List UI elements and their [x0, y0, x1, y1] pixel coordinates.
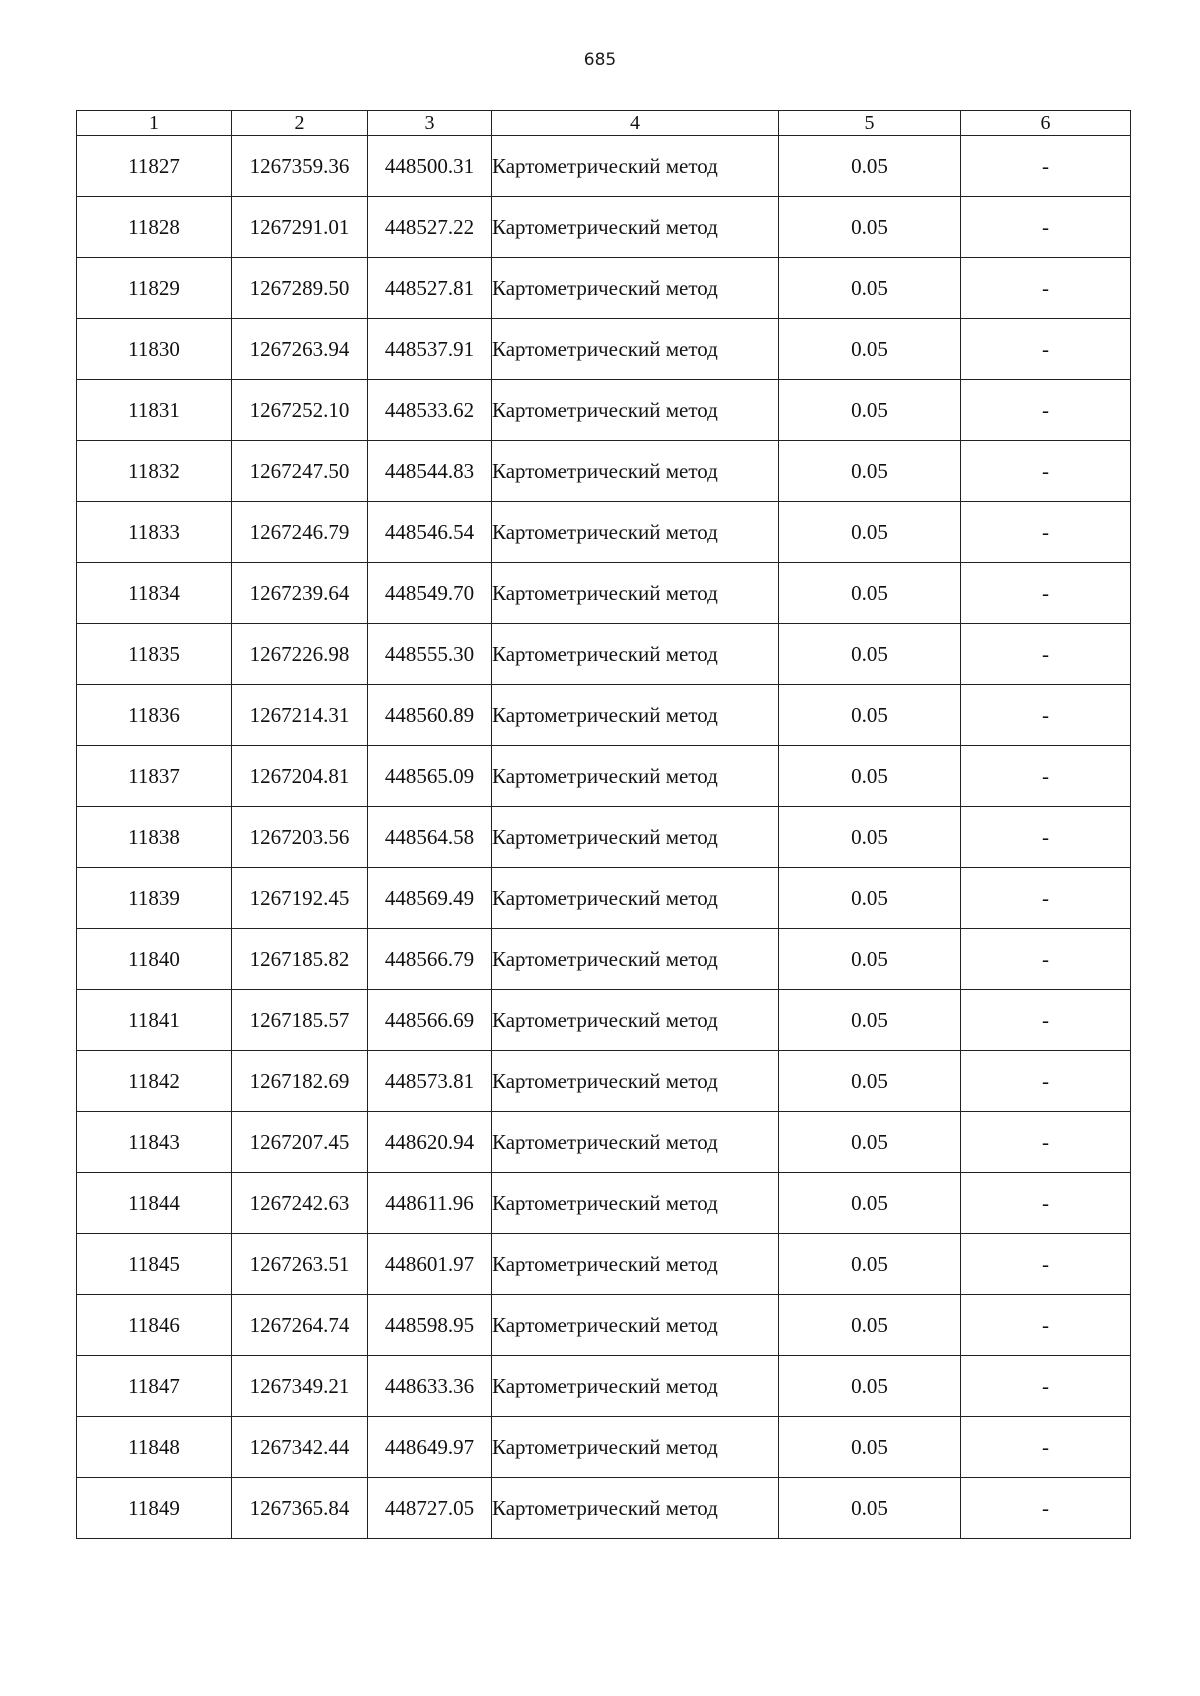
note-cell: -	[961, 319, 1131, 380]
note-cell: -	[961, 1417, 1131, 1478]
point-number-cell: 11839	[77, 868, 232, 929]
table-row	[77, 929, 1131, 990]
page-number: 685	[583, 50, 617, 70]
x-coordinate-cell: 1267342.44	[232, 1417, 368, 1478]
accuracy-cell: 0.05	[779, 1051, 961, 1112]
y-coordinate-cell: 448527.22	[368, 197, 492, 258]
table-row	[77, 746, 1131, 807]
x-coordinate-cell: 1267264.74	[232, 1295, 368, 1356]
accuracy-cell: 0.05	[779, 380, 961, 441]
note-cell: -	[961, 807, 1131, 868]
note-cell: -	[961, 1234, 1131, 1295]
y-coordinate-cell: 448549.70	[368, 563, 492, 624]
method-cell: Картометрический метод	[492, 1417, 779, 1478]
method-cell: Картометрический метод	[492, 929, 779, 990]
x-coordinate-cell: 1267214.31	[232, 685, 368, 746]
method-cell: Картометрический метод	[492, 380, 779, 441]
y-coordinate-cell: 448500.31	[368, 136, 492, 197]
y-coordinate-cell: 448649.97	[368, 1417, 492, 1478]
y-coordinate-cell: 448564.58	[368, 807, 492, 868]
x-coordinate-cell: 1267203.56	[232, 807, 368, 868]
method-cell: Картометрический метод	[492, 685, 779, 746]
table-row	[77, 990, 1131, 1051]
x-coordinate-cell: 1267192.45	[232, 868, 368, 929]
accuracy-cell: 0.05	[779, 929, 961, 990]
point-number-cell: 11831	[77, 380, 232, 441]
method-cell: Картометрический метод	[492, 563, 779, 624]
table-body	[77, 136, 1131, 1539]
method-cell: Картометрический метод	[492, 136, 779, 197]
accuracy-cell: 0.05	[779, 807, 961, 868]
table-row	[77, 624, 1131, 685]
table-row	[77, 380, 1131, 441]
accuracy-cell: 0.05	[779, 1234, 961, 1295]
coordinates-table	[76, 110, 1131, 1539]
note-cell: -	[961, 258, 1131, 319]
y-coordinate-cell: 448633.36	[368, 1356, 492, 1417]
table-row	[77, 807, 1131, 868]
point-number-cell: 11842	[77, 1051, 232, 1112]
point-number-cell: 11847	[77, 1356, 232, 1417]
x-coordinate-cell: 1267349.21	[232, 1356, 368, 1417]
y-coordinate-cell: 448555.30	[368, 624, 492, 685]
point-number-cell: 11849	[77, 1478, 232, 1539]
accuracy-cell: 0.05	[779, 197, 961, 258]
y-coordinate-cell: 448569.49	[368, 868, 492, 929]
method-cell: Картометрический метод	[492, 441, 779, 502]
note-cell: -	[961, 746, 1131, 807]
point-number-cell: 11844	[77, 1173, 232, 1234]
x-coordinate-cell: 1267252.10	[232, 380, 368, 441]
method-cell: Картометрический метод	[492, 1478, 779, 1539]
column-header-1: 1	[77, 111, 232, 136]
accuracy-cell: 0.05	[779, 868, 961, 929]
y-coordinate-cell: 448611.96	[368, 1173, 492, 1234]
x-coordinate-cell: 1267263.94	[232, 319, 368, 380]
x-coordinate-cell: 1267246.79	[232, 502, 368, 563]
accuracy-cell: 0.05	[779, 258, 961, 319]
x-coordinate-cell: 1267289.50	[232, 258, 368, 319]
table-row	[77, 685, 1131, 746]
y-coordinate-cell: 448527.81	[368, 258, 492, 319]
x-coordinate-cell: 1267263.51	[232, 1234, 368, 1295]
x-coordinate-cell: 1267182.69	[232, 1051, 368, 1112]
note-cell: -	[961, 441, 1131, 502]
point-number-cell: 11829	[77, 258, 232, 319]
y-coordinate-cell: 448565.09	[368, 746, 492, 807]
column-header-6: 6	[961, 111, 1131, 136]
column-header-4: 4	[492, 111, 779, 136]
method-cell: Картометрический метод	[492, 197, 779, 258]
x-coordinate-cell: 1267365.84	[232, 1478, 368, 1539]
accuracy-cell: 0.05	[779, 1112, 961, 1173]
note-cell: -	[961, 136, 1131, 197]
x-coordinate-cell: 1267359.36	[232, 136, 368, 197]
x-coordinate-cell: 1267185.82	[232, 929, 368, 990]
method-cell: Картометрический метод	[492, 1173, 779, 1234]
method-cell: Картометрический метод	[492, 1295, 779, 1356]
table-row	[77, 563, 1131, 624]
y-coordinate-cell: 448560.89	[368, 685, 492, 746]
table-row	[77, 319, 1131, 380]
point-number-cell: 11836	[77, 685, 232, 746]
accuracy-cell: 0.05	[779, 319, 961, 380]
column-header-5: 5	[779, 111, 961, 136]
y-coordinate-cell: 448601.97	[368, 1234, 492, 1295]
y-coordinate-cell: 448727.05	[368, 1478, 492, 1539]
column-header-2: 2	[232, 111, 368, 136]
point-number-cell: 11830	[77, 319, 232, 380]
method-cell: Картометрический метод	[492, 1051, 779, 1112]
table-row	[77, 441, 1131, 502]
accuracy-cell: 0.05	[779, 1417, 961, 1478]
accuracy-cell: 0.05	[779, 136, 961, 197]
method-cell: Картометрический метод	[492, 1112, 779, 1173]
point-number-cell: 11843	[77, 1112, 232, 1173]
header-row	[77, 111, 1131, 136]
table-row	[77, 868, 1131, 929]
point-number-cell: 11837	[77, 746, 232, 807]
y-coordinate-cell: 448620.94	[368, 1112, 492, 1173]
note-cell: -	[961, 1478, 1131, 1539]
note-cell: -	[961, 197, 1131, 258]
table-row	[77, 197, 1131, 258]
point-number-cell: 11832	[77, 441, 232, 502]
x-coordinate-cell: 1267207.45	[232, 1112, 368, 1173]
method-cell: Картометрический метод	[492, 1234, 779, 1295]
x-coordinate-cell: 1267239.64	[232, 563, 368, 624]
accuracy-cell: 0.05	[779, 1356, 961, 1417]
x-coordinate-cell: 1267247.50	[232, 441, 368, 502]
point-number-cell: 11828	[77, 197, 232, 258]
table-row	[77, 1234, 1131, 1295]
accuracy-cell: 0.05	[779, 1478, 961, 1539]
method-cell: Картометрический метод	[492, 1356, 779, 1417]
accuracy-cell: 0.05	[779, 502, 961, 563]
x-coordinate-cell: 1267226.98	[232, 624, 368, 685]
note-cell: -	[961, 929, 1131, 990]
x-coordinate-cell: 1267291.01	[232, 197, 368, 258]
y-coordinate-cell: 448546.54	[368, 502, 492, 563]
method-cell: Картометрический метод	[492, 624, 779, 685]
table-row	[77, 1295, 1131, 1356]
table-row	[77, 1051, 1131, 1112]
note-cell: -	[961, 1051, 1131, 1112]
point-number-cell: 11846	[77, 1295, 232, 1356]
accuracy-cell: 0.05	[779, 624, 961, 685]
table-row	[77, 1356, 1131, 1417]
accuracy-cell: 0.05	[779, 746, 961, 807]
note-cell: -	[961, 868, 1131, 929]
y-coordinate-cell: 448544.83	[368, 441, 492, 502]
table-row	[77, 136, 1131, 197]
y-coordinate-cell: 448566.69	[368, 990, 492, 1051]
point-number-cell: 11848	[77, 1417, 232, 1478]
y-coordinate-cell: 448566.79	[368, 929, 492, 990]
x-coordinate-cell: 1267204.81	[232, 746, 368, 807]
method-cell: Картометрический метод	[492, 319, 779, 380]
method-cell: Картометрический метод	[492, 868, 779, 929]
note-cell: -	[961, 563, 1131, 624]
method-cell: Картометрический метод	[492, 807, 779, 868]
note-cell: -	[961, 1356, 1131, 1417]
point-number-cell: 11827	[77, 136, 232, 197]
accuracy-cell: 0.05	[779, 563, 961, 624]
point-number-cell: 11834	[77, 563, 232, 624]
table-row	[77, 258, 1131, 319]
y-coordinate-cell: 448537.91	[368, 319, 492, 380]
method-cell: Картометрический метод	[492, 502, 779, 563]
point-number-cell: 11840	[77, 929, 232, 990]
table-row	[77, 1173, 1131, 1234]
x-coordinate-cell: 1267185.57	[232, 990, 368, 1051]
point-number-cell: 11845	[77, 1234, 232, 1295]
y-coordinate-cell: 448573.81	[368, 1051, 492, 1112]
table-row	[77, 1112, 1131, 1173]
note-cell: -	[961, 1295, 1131, 1356]
note-cell: -	[961, 624, 1131, 685]
method-cell: Картометрический метод	[492, 746, 779, 807]
note-cell: -	[961, 502, 1131, 563]
method-cell: Картометрический метод	[492, 990, 779, 1051]
y-coordinate-cell: 448533.62	[368, 380, 492, 441]
note-cell: -	[961, 380, 1131, 441]
point-number-cell: 11841	[77, 990, 232, 1051]
accuracy-cell: 0.05	[779, 441, 961, 502]
accuracy-cell: 0.05	[779, 1295, 961, 1356]
point-number-cell: 11835	[77, 624, 232, 685]
table-row	[77, 1417, 1131, 1478]
table-row	[77, 502, 1131, 563]
note-cell: -	[961, 990, 1131, 1051]
note-cell: -	[961, 685, 1131, 746]
accuracy-cell: 0.05	[779, 1173, 961, 1234]
table-row	[77, 1478, 1131, 1539]
accuracy-cell: 0.05	[779, 685, 961, 746]
y-coordinate-cell: 448598.95	[368, 1295, 492, 1356]
x-coordinate-cell: 1267242.63	[232, 1173, 368, 1234]
column-header-3: 3	[368, 111, 492, 136]
table-header	[77, 111, 1131, 136]
note-cell: -	[961, 1112, 1131, 1173]
point-number-cell: 11833	[77, 502, 232, 563]
accuracy-cell: 0.05	[779, 990, 961, 1051]
method-cell: Картометрический метод	[492, 258, 779, 319]
point-number-cell: 11838	[77, 807, 232, 868]
note-cell: -	[961, 1173, 1131, 1234]
